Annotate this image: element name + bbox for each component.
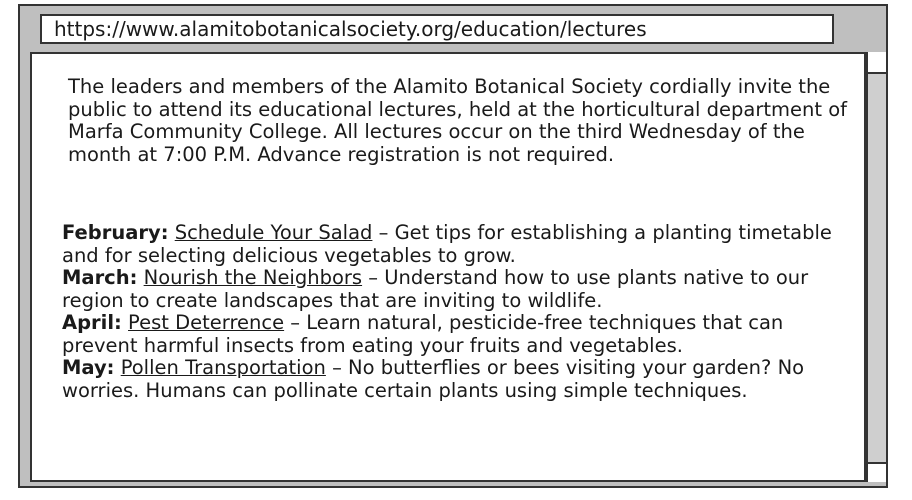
browser-window (18, 4, 888, 488)
lecture-month: March: (62, 266, 138, 289)
lecture-title-link[interactable]: Pollen Transportation (120, 356, 326, 379)
lecture-item-may (62, 357, 862, 402)
intro-paragraph: The leaders and members of the Alamito Botanical Society cordially invite the public to attend its educational lectures, held at the horticultural department of Marfa Community College. All lectures occur on the third Wednesday of the month at 7:00 P.M. Advance registration is not required. (68, 75, 848, 166)
lecture-list (62, 222, 862, 402)
lecture-description: – No butterflies or bees visiting your garden? No worries. Humans can pollinate certain plants using simple techniques. (62, 356, 805, 402)
lecture-item-february (62, 222, 862, 267)
lecture-month: April: (62, 311, 122, 334)
lecture-item-april (62, 312, 862, 357)
lecture-title-link[interactable]: Nourish the Neighbors (143, 266, 363, 289)
url-text: https://www.alamitobotanicalsociety.org/education/lectures (54, 17, 647, 41)
page-content (30, 52, 866, 482)
lecture-month: May: (62, 356, 115, 379)
lecture-description: – Learn natural, pesticide-free techniques that can prevent harmful insects from eating your fruits and vegetables. (62, 311, 784, 357)
scroll-down-handle[interactable] (868, 462, 886, 482)
lecture-title-link[interactable]: Pest Deterrence (128, 311, 285, 334)
lecture-description: – Get tips for establishing a planting timetable and for selecting delicious vegetables to grow. (62, 221, 832, 267)
lecture-description: – Understand how to use plants native to our region to create landscapes that are inviting to wildlife. (62, 266, 809, 312)
address-bar[interactable] (40, 14, 834, 44)
lecture-item-march (62, 267, 862, 312)
vertical-scrollbar[interactable] (866, 52, 886, 482)
lecture-title-link[interactable]: Schedule Your Salad (174, 221, 373, 244)
scroll-up-handle[interactable] (868, 52, 886, 74)
lecture-month: February: (62, 221, 169, 244)
